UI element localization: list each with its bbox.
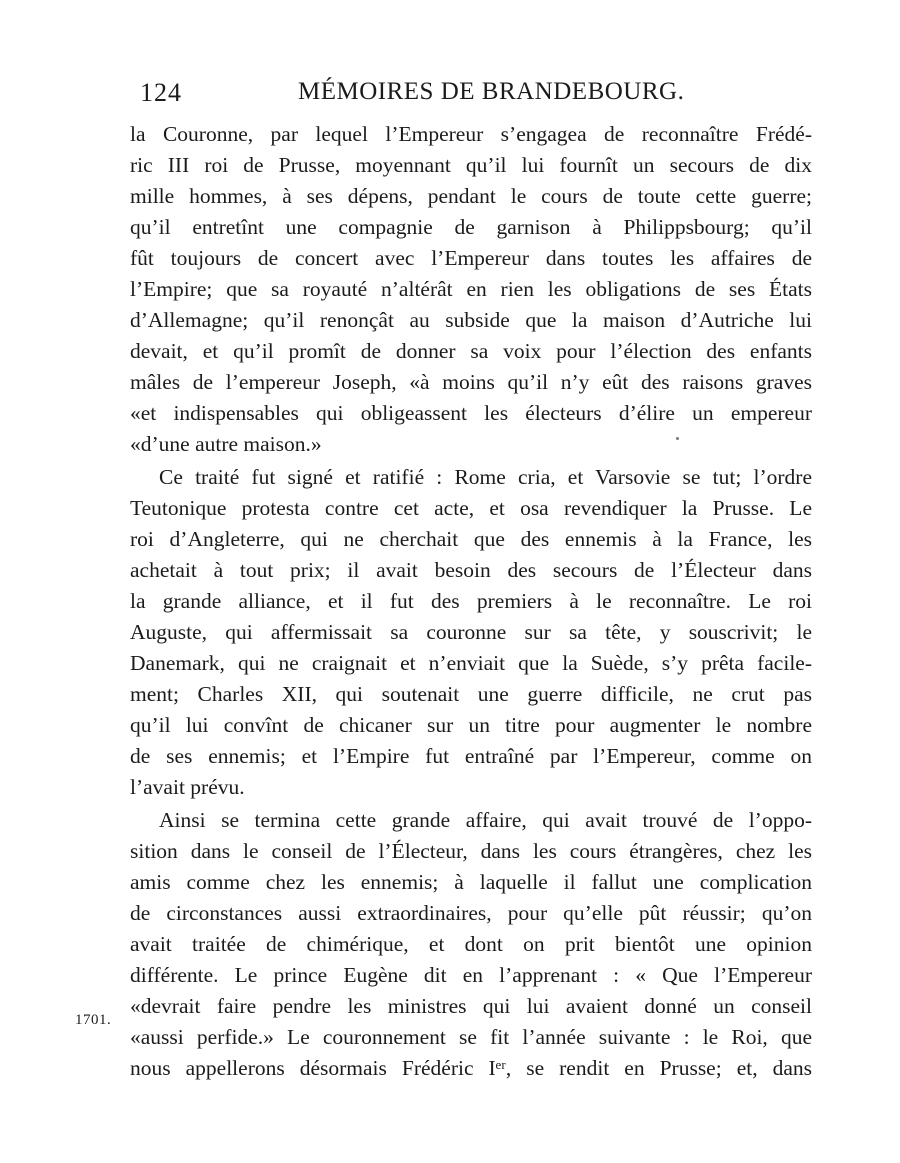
text-line: Ce traité fut signé et ratifié : Rome cria, et Varsovie se tut; l’ordre	[159, 465, 812, 489]
text-line: la Couronne, par lequel l’Empereur s’engagea de reconnaître Frédé-	[130, 122, 812, 146]
text-line: devait, et qu’il promît de donner sa voix pour l’élection des enfants	[130, 339, 812, 363]
text-line: mâles de l’empereur Joseph, «à moins qu’il n’y eût des raisons graves	[130, 370, 812, 394]
paragraph-3	[130, 805, 812, 1084]
page-number: 124	[140, 78, 182, 107]
margin-year-note: 1701.	[75, 1012, 112, 1028]
text-line: de ses ennemis; et l’Empire fut entraîné par l’Empereur, comme on	[130, 744, 812, 768]
text-line: achetait à tout prix; il avait besoin des secours de l’Électeur dans	[130, 558, 812, 582]
text-line: roi d’Angleterre, qui ne cherchait que des ennemis à la France, les	[130, 527, 812, 551]
text-line: l’avait prévu.	[130, 775, 245, 799]
text-line: amis comme chez les ennemis; à laquelle il fallut une complication	[130, 870, 812, 894]
text-line: Teutonique protesta contre cet acte, et osa revendiquer la Prusse. Le	[130, 496, 812, 520]
text-line: «d’une autre maison.»	[130, 432, 322, 456]
text-line: avait traitée de chimérique, et dont on prit bientôt une opinion	[130, 932, 812, 956]
running-title: MÉMOIRES DE BRANDEBOURG.	[298, 78, 685, 105]
text-line: fût toujours de concert avec l’Empereur dans toutes les affaires de	[130, 246, 812, 270]
text-line: Ainsi se termina cette grande affaire, qui avait trouvé de l’oppo-	[159, 808, 812, 832]
paragraph-1	[130, 119, 812, 460]
text-line: qu’il lui convînt de chicaner sur un titre pour augmenter le nombre	[130, 713, 812, 737]
body-text	[130, 119, 812, 1084]
text-line: ment; Charles XII, qui soutenait une guerre difficile, ne crut pas	[130, 682, 812, 706]
text-line: Danemark, qui ne craignait et n’enviait que la Suède, s’y prêta facile-	[130, 651, 812, 675]
text-line: «devrait faire pendre les ministres qui lui avaient donné un conseil	[130, 994, 812, 1018]
text-line: différente. Le prince Eugène dit en l’apprenant : « Que l’Empereur	[130, 963, 812, 987]
text-line: Auguste, qui affermissait sa couronne sur sa tête, y souscrivit; le	[130, 620, 812, 644]
paragraph-2	[130, 462, 812, 803]
text-line: «et indispensables qui obligeassent les électeurs d’élire un empereur	[130, 401, 812, 425]
text-line: mille hommes, à ses dépens, pendant le cours de toute cette guerre;	[130, 184, 812, 208]
text-line: la grande alliance, et il fut des premiers à le reconnaître. Le roi	[130, 589, 812, 613]
text-line: l’Empire; que sa royauté n’altérât en rien les obligations de ses États	[130, 277, 812, 301]
text-line: «aussi perfide.» Le couronnement se fit l’année suivante : le Roi, que	[130, 1025, 812, 1049]
text-line: de circonstances aussi extraordinaires, pour qu’elle pût réussir; qu’on	[130, 901, 812, 925]
text-line: nous appellerons désormais Frédéric Iᵉʳ, se rendit en Prusse; et, dans	[130, 1056, 812, 1080]
running-head	[140, 78, 812, 112]
text-line: qu’il entretînt une compagnie de garnison à Philippsbourg; qu’il	[130, 215, 812, 239]
text-line: sition dans le conseil de l’Électeur, dans les cours étrangères, chez les	[130, 839, 812, 863]
text-line: d’Allemagne; qu’il renonçât au subside que la maison d’Autriche lui	[130, 308, 812, 332]
text-line: ric III roi de Prusse, moyennant qu’il lui fournît un secours de dix	[130, 153, 812, 177]
